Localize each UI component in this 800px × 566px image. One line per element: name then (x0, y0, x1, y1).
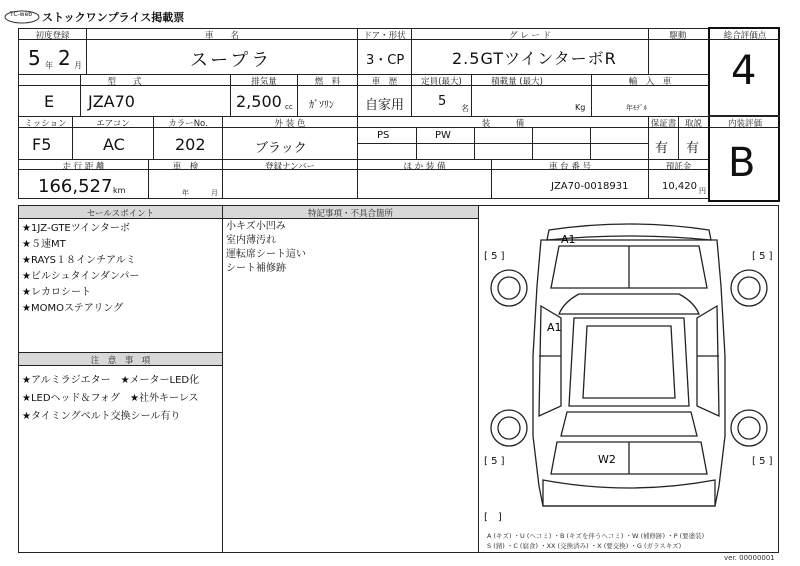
notes-label: 注 意 事 項 (90, 356, 151, 366)
aircon-label: エアコン (96, 119, 130, 129)
legend-line-1: A (キズ) ・U (へコミ) ・B (キズを伴うへコミ) ・W (補修跡) ・P (要塗装) (487, 532, 705, 540)
door-label: ドア・形状 (363, 31, 406, 41)
insp-year-unit: 年 (182, 189, 189, 197)
plate-label: 登録ナンバー (265, 162, 315, 172)
capacity-unit: 名 (461, 104, 469, 113)
equipment-ps: PS (377, 130, 390, 141)
displacement-label: 排気量 (251, 77, 277, 87)
note-item: ★アルミラジエター ★メーターLED化 (22, 375, 200, 386)
car-name-label: 車 名 (204, 31, 239, 41)
damage-mark: A1 (561, 233, 576, 246)
model-prefix: E (44, 92, 55, 111)
load-label: 積載量 (最大) (491, 77, 543, 87)
version-label: ver. 00000001 (724, 554, 775, 562)
overall-label: 総合評価点 (723, 31, 767, 41)
note-item: ★タイミングベルト交換シール有り (22, 411, 181, 422)
car-damage-diagram (479, 206, 778, 526)
remark-item: 小キズ小凹み (226, 221, 286, 232)
sales-point-item: ★レカロシート (22, 287, 91, 298)
remark-item: シート補修跡 (226, 263, 286, 274)
color-no-value: 202 (175, 135, 206, 154)
year-unit: 年 (45, 61, 53, 70)
color-no-label: カラーNo. (168, 119, 208, 129)
spare-tire: [ ] (484, 512, 502, 523)
capacity-value: 5 (438, 94, 447, 109)
other-equipment-label: ほ か 装 備 (403, 162, 446, 172)
km-unit: km (113, 186, 126, 195)
tire-right-front: [ 5 ] (752, 251, 773, 262)
chassis-label: 車 台 番 号 (548, 162, 592, 172)
load-unit: Kg (575, 103, 586, 112)
sales-points-list (22, 221, 139, 317)
tire-left-rear: [ 5 ] (484, 456, 505, 467)
mission-value: F5 (32, 135, 52, 154)
history-value: 自家用 (365, 98, 405, 113)
overall-score: 4 (731, 48, 757, 94)
sales-points-label: セールスポイント (86, 209, 155, 219)
damage-mark: W2 (598, 453, 616, 466)
mission-label: ミッション (24, 119, 67, 129)
sales-point-item: ★ビルシュタインダンパー (22, 271, 140, 282)
logo-text: TC-web (10, 11, 33, 18)
logo (4, 9, 40, 23)
exterior-color-label: 外 装 色 (274, 119, 306, 129)
mileage-value: 166,527 (38, 176, 113, 197)
aircon-value: AC (103, 135, 125, 154)
note-item: ★LEDヘッド＆フォグ ★社外キーレス (22, 393, 199, 404)
history-label: 車 歴 (371, 77, 398, 87)
equipment-label: 装 備 (481, 119, 525, 129)
manual-value: 有 (686, 141, 700, 156)
interior-score: B (728, 140, 756, 186)
model-label: 型 式 (107, 77, 142, 87)
sales-point-item: ★RAYS１８インチアルミ (22, 255, 136, 266)
manual-label: 取説 (684, 119, 702, 129)
month-unit: 月 (74, 61, 82, 70)
recycle-value: 10,420 (662, 181, 697, 192)
interior-label: 内装評価 (727, 119, 762, 129)
displacement-value: 2,500 (236, 92, 282, 111)
first-reg-year: 5 (28, 46, 41, 70)
fuel-value: ｶﾞｿﾘﾝ (309, 100, 334, 111)
mileage-label: 走 行 距 離 (62, 162, 105, 172)
exterior-color-value: ブラック (255, 141, 307, 156)
import-label: 輸 入 車 (628, 77, 672, 87)
first-reg-label: 初度登録 (35, 31, 70, 41)
tire-left-front: [ 5 ] (484, 251, 505, 262)
warranty-value: 有 (655, 141, 669, 156)
drive-label: 駆動 (669, 31, 687, 41)
tire-right-rear: [ 5 ] (752, 456, 773, 467)
remark-item: 運転席シート這い (226, 249, 306, 260)
equipment-pw: PW (435, 130, 451, 141)
grade-label: グ レ ー ド (508, 31, 552, 41)
sales-point-item: ★５速MT (22, 239, 66, 250)
cc-unit: cc (285, 103, 293, 111)
sales-point-item: ★1JZ-GTEツインターボ (22, 223, 130, 234)
model-value: JZA70 (88, 92, 135, 111)
damage-mark: A1 (547, 321, 562, 334)
yen-unit: 円 (699, 187, 706, 195)
chassis-value: JZA70-0018931 (551, 181, 629, 192)
sales-point-item: ★MOMOステアリング (22, 303, 124, 314)
grade-value: 2.5GTツインターボR (452, 49, 617, 68)
door-value: 3・CP (366, 53, 405, 68)
remarks-list (226, 220, 306, 276)
notes-list (22, 374, 218, 423)
car-name: スープラ (190, 50, 273, 71)
remarks-label: 特記事項・不具合箇所 (307, 209, 393, 219)
fuel-label: 燃 料 (314, 77, 341, 87)
recycle-label: 預託金 (665, 162, 692, 172)
warranty-label: 保証書 (650, 119, 677, 129)
capacity-label: 定員(最大) (421, 77, 462, 87)
remark-item: 室内薄汚れ (226, 235, 276, 246)
model-year-unit: 年ﾓﾃﾞﾙ (626, 104, 647, 112)
first-reg-month: 2 (58, 46, 71, 70)
page-title: ストックワンプライス掲載票 (42, 11, 185, 24)
legend-line-2: S (錆) ・C (腐食) ・XX (交換済み) ・X (要交換) ・G (ガラスキズ) (487, 542, 682, 550)
inspection-label: 車 検 (172, 162, 199, 172)
insp-month-unit: 月 (211, 189, 218, 197)
